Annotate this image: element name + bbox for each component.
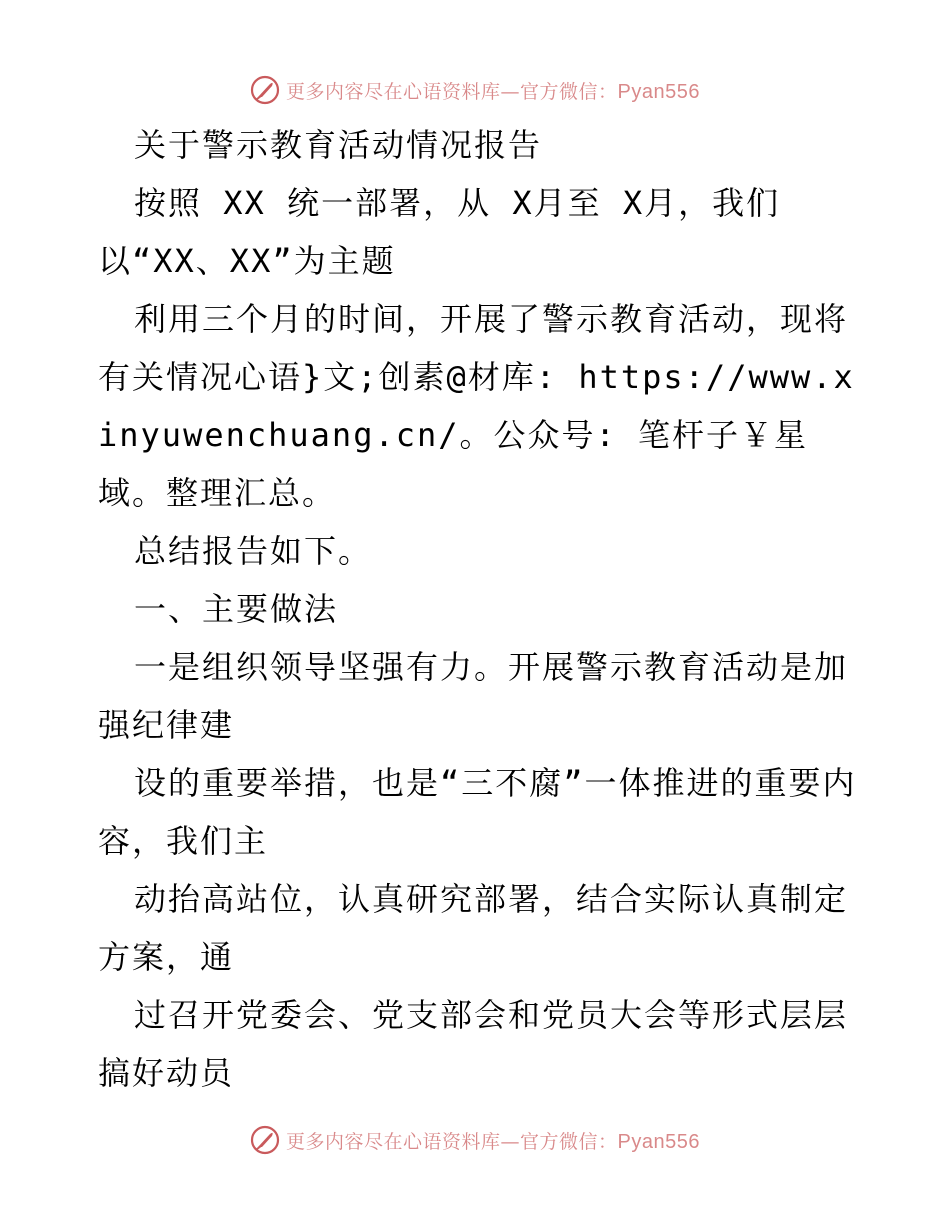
- document-body: [98, 116, 858, 1102]
- paragraph: 过召开党委会、党支部会和党员大会等形式层层搞好动员: [98, 996, 849, 1092]
- watermark-wechat-id: Pyan556: [617, 1130, 700, 1153]
- document-title: 关于警示教育活动情况报告: [134, 126, 543, 164]
- paragraph: 总结报告如下。: [134, 532, 373, 570]
- paragraph: 动抬高站位，认真研究部署，结合实际认真制定方案，通: [98, 880, 849, 976]
- paragraph: 设的重要举措，也是“三不腐”一体推进的重要内容，我们主: [98, 764, 857, 860]
- section-heading: 一、主要做法: [134, 590, 339, 628]
- watermark-text: 更多内容尽在心语资料库—官方微信：Pyan556: [286, 80, 700, 103]
- paragraph: 按照 XX 统一部署，从 X月至 X月，我们: [134, 184, 781, 222]
- header-watermark: [0, 70, 950, 110]
- paragraph: 以“XX、XX”为主题: [98, 242, 396, 280]
- quill-logo-icon: [250, 75, 280, 105]
- footer-watermark: [0, 1120, 950, 1160]
- quill-logo-icon: [250, 1125, 280, 1155]
- paragraph: 一是组织领导坚强有力。开展警示教育活动是加强纪律建: [98, 648, 849, 744]
- watermark-text: 更多内容尽在心语资料库—官方微信：Pyan556: [286, 1130, 700, 1153]
- watermark-wechat-id: Pyan556: [617, 80, 700, 103]
- paragraph: 利用三个月的时间，开展了警示教育活动，现将有关情况心语}文;创素@材库: https://www.xinyuwenchuang.cn/。公众号: 笔杆子￥星域。整理汇总。: [98, 300, 855, 512]
